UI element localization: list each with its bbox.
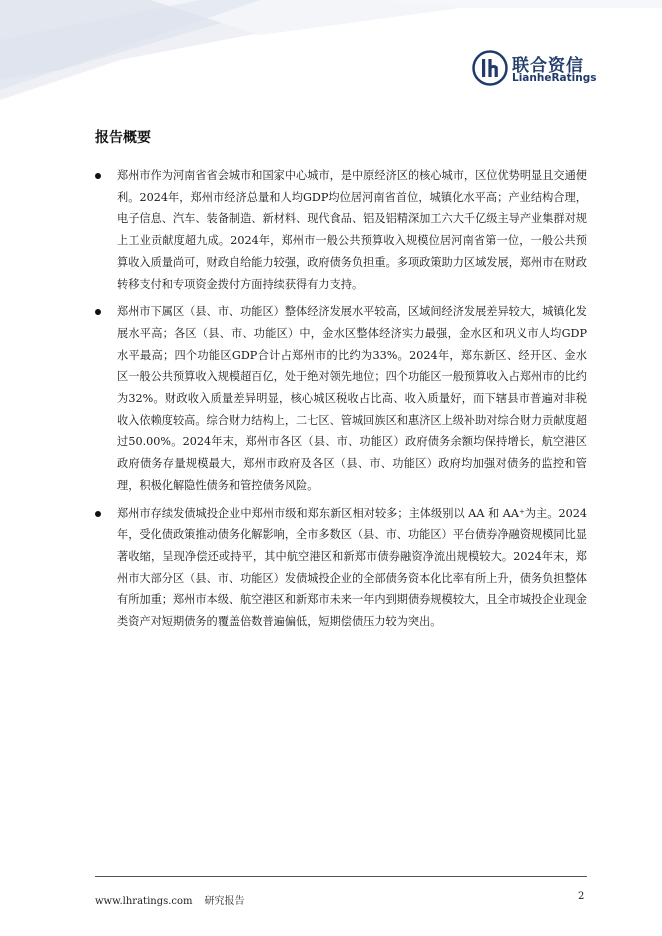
brand-name-en: LianheRatings <box>512 72 597 84</box>
footer-divider <box>95 876 587 877</box>
section-title: 报告概要 <box>95 130 151 146</box>
bullet-dot-icon <box>95 309 101 315</box>
brand-name-cn: 联合资信 <box>512 56 584 76</box>
footer-doc-type: 研究报告 <box>204 896 245 907</box>
footer-website-link[interactable]: www.lhratings.com <box>95 896 193 907</box>
summary-bullet-2 <box>95 301 587 496</box>
footer-info <box>95 892 245 907</box>
summary-bullet-1 <box>95 165 587 295</box>
summary-bullet-list <box>95 165 587 639</box>
summary-bullet-3 <box>95 503 587 633</box>
bullet-dot-icon <box>95 173 101 179</box>
bullet-text: 郑州市存续发债城投企业中郑州市级和郑东新区相对较多；主体级别以 AA 和 AA⁺为主。2024年，受化债政策推动债务化解影响，全市多数区（县、市、功能区）平台债券净融资规模同比显著收缩，呈现净偿还或持平，其中航空港区和新郑市债券融资净流出规模较大。2024年末，郑州市大部分区（县、市、功能区）发债城投企业的全部债务资本化比率有所上升，债务负担整体有所加重；郑州市本级、航空港区和新郑市未来一年内到期债券规模较大，且全市城投企业现金类资产对短期债务的覆盖倍数普遍偏低，短期偿债压力较为突出。 <box>117 506 587 629</box>
page-number: 2 <box>578 891 585 902</box>
bullet-dot-icon <box>95 511 101 517</box>
lianhe-logo-icon <box>472 50 508 86</box>
bullet-text: 郑州市下属区（县、市、功能区）整体经济发展水平较高，区域间经济发展差异较大，城镇化发展水平高；各区（县、市、功能区）中，金水区整体经济实力最强，金水区和巩义市人均GDP水平最高；四个功能区GDP合计占郑州市的比约为33%。2024年，郑东新区、经开区、金水区一般公共预算收入规模超百亿，处于绝对领先地位；四个功能区一般预算收入占郑州市的比约为32%。财政收入质量差异明显，核心城区税收占比高、收入质量好，而下辖县市普遍对非税收入依赖度较高。综合财力结构上，二七区、管城回族区和惠济区上级补助对综合财力贡献度超过50.00%。2024年末，郑州市各区（县、市、功能区）政府债务余额均保持增长，航空港区政府债务存量规模最大，郑州市政府及各区（县、市、功能区）政府均加强对债务的监控和管理，积极化解隐性债务和管控债务风险。 <box>117 305 587 492</box>
brand-logo <box>472 50 597 90</box>
bullet-text: 郑州市作为河南省省会城市和国家中心城市，是中原经济区的核心城市，区位优势明显且交通便利。2024年，郑州市经济总量和人均GDP均位居河南省首位，城镇化水平高；产业结构合理，电子信息、汽车、装备制造、新材料、现代食品、铝及铝精深加工六大千亿级主导产业集群对规上工业贡献度超九成。2024年，郑州市一般公共预算收入规模位居河南省第一位，一般公共预算收入质量尚可，财政自给能力较强，政府债务负担重。多项政策助力区域发展，郑州市在财政转移支付和专项资金拨付方面持续获得有力支持。 <box>117 169 587 291</box>
